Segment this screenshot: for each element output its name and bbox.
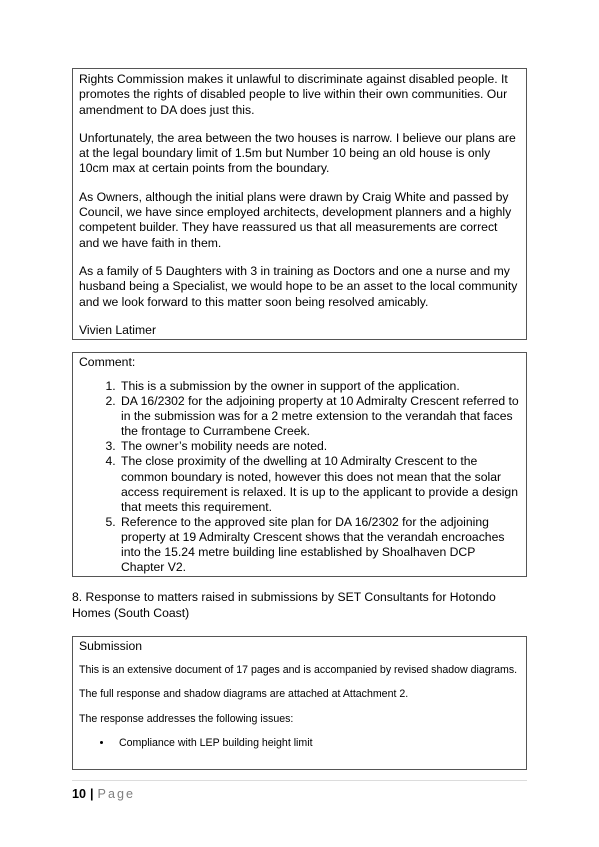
submission-paragraph: This is an extensive document of 17 pages and is accompanied by revised shadow diagrams. bbox=[79, 664, 518, 676]
page-footer bbox=[72, 786, 135, 802]
page-number: 10 bbox=[72, 787, 87, 801]
issues-list bbox=[79, 737, 520, 750]
comment-box bbox=[72, 352, 527, 577]
footer-separator: | bbox=[90, 787, 94, 801]
comment-item: 2. DA 16/2302 for the adjoining property at 10 Admiralty Crescent referred to in the submission was for a 2 metre extension to the verandah that faces the frontage to Currambene Creek. bbox=[119, 394, 520, 439]
footer-divider bbox=[72, 780, 527, 781]
page-word: Page bbox=[97, 787, 135, 801]
submission-paragraph: Rights Commission makes it unlawful to discriminate against disabled people. It promotes the rights of disabled people to live within their own communities. Our amendment to DA does just this. bbox=[79, 72, 508, 117]
comment-item: 3. The owner’s mobility needs are noted. bbox=[119, 439, 520, 454]
submission-label: Submission bbox=[79, 639, 142, 653]
issue-item: • Compliance with LEP building height limit bbox=[113, 737, 520, 750]
submission-paragraph: As Owners, although the initial plans were drawn by Craig White and passed by Council, we have since employed architects, development planners and a highly competent builder. They have reassured us that all measurements are correct and we have faith in them. bbox=[79, 189, 512, 250]
comment-label: Comment: bbox=[79, 355, 136, 369]
submission-paragraph: Unfortunately, the area between the two houses is narrow. I believe our plans are at the legal boundary limit of 1.5m but Number 10 being an old house is only 10cm max at certain points from the boundary. bbox=[79, 130, 516, 176]
submission-paragraph: As a family of 5 Daughters with 3 in training as Doctors and one a nurse and my husband being a Specialist, we would hope to be an asset to the local community and we look forward to this matter soon being resolved amicably. bbox=[79, 263, 518, 309]
owner-submission-box bbox=[72, 68, 527, 340]
comment-item: 1. This is a submission by the owner in support of the application. bbox=[119, 379, 520, 394]
section-8-heading: 8. Response to matters raised in submissions by SET Consultants for Hotondo Homes (South Coast) bbox=[72, 590, 496, 620]
comment-item: 5. Reference to the approved site plan for DA 16/2302 for the adjoining property at 19 Admiralty Crescent shows that the verandah encroaches into the 15.24 metre building line established by Shoalhaven DCP Chapter V2. bbox=[119, 515, 520, 575]
comment-item: 4. The close proximity of the dwelling at 10 Admiralty Crescent to the common boundary is noted, however this does not mean that the solar access requirement is relaxed. It is up to the applicant to provide a design that meets this requirement. bbox=[119, 454, 520, 514]
submission-paragraph: The response addresses the following issues: bbox=[79, 712, 294, 725]
submission-box bbox=[72, 636, 527, 770]
submission-paragraph: The full response and shadow diagrams are attached at Attachment 2. bbox=[79, 688, 409, 701]
comment-list bbox=[79, 379, 520, 575]
submission-signature: Vivien Latimer bbox=[79, 322, 156, 337]
